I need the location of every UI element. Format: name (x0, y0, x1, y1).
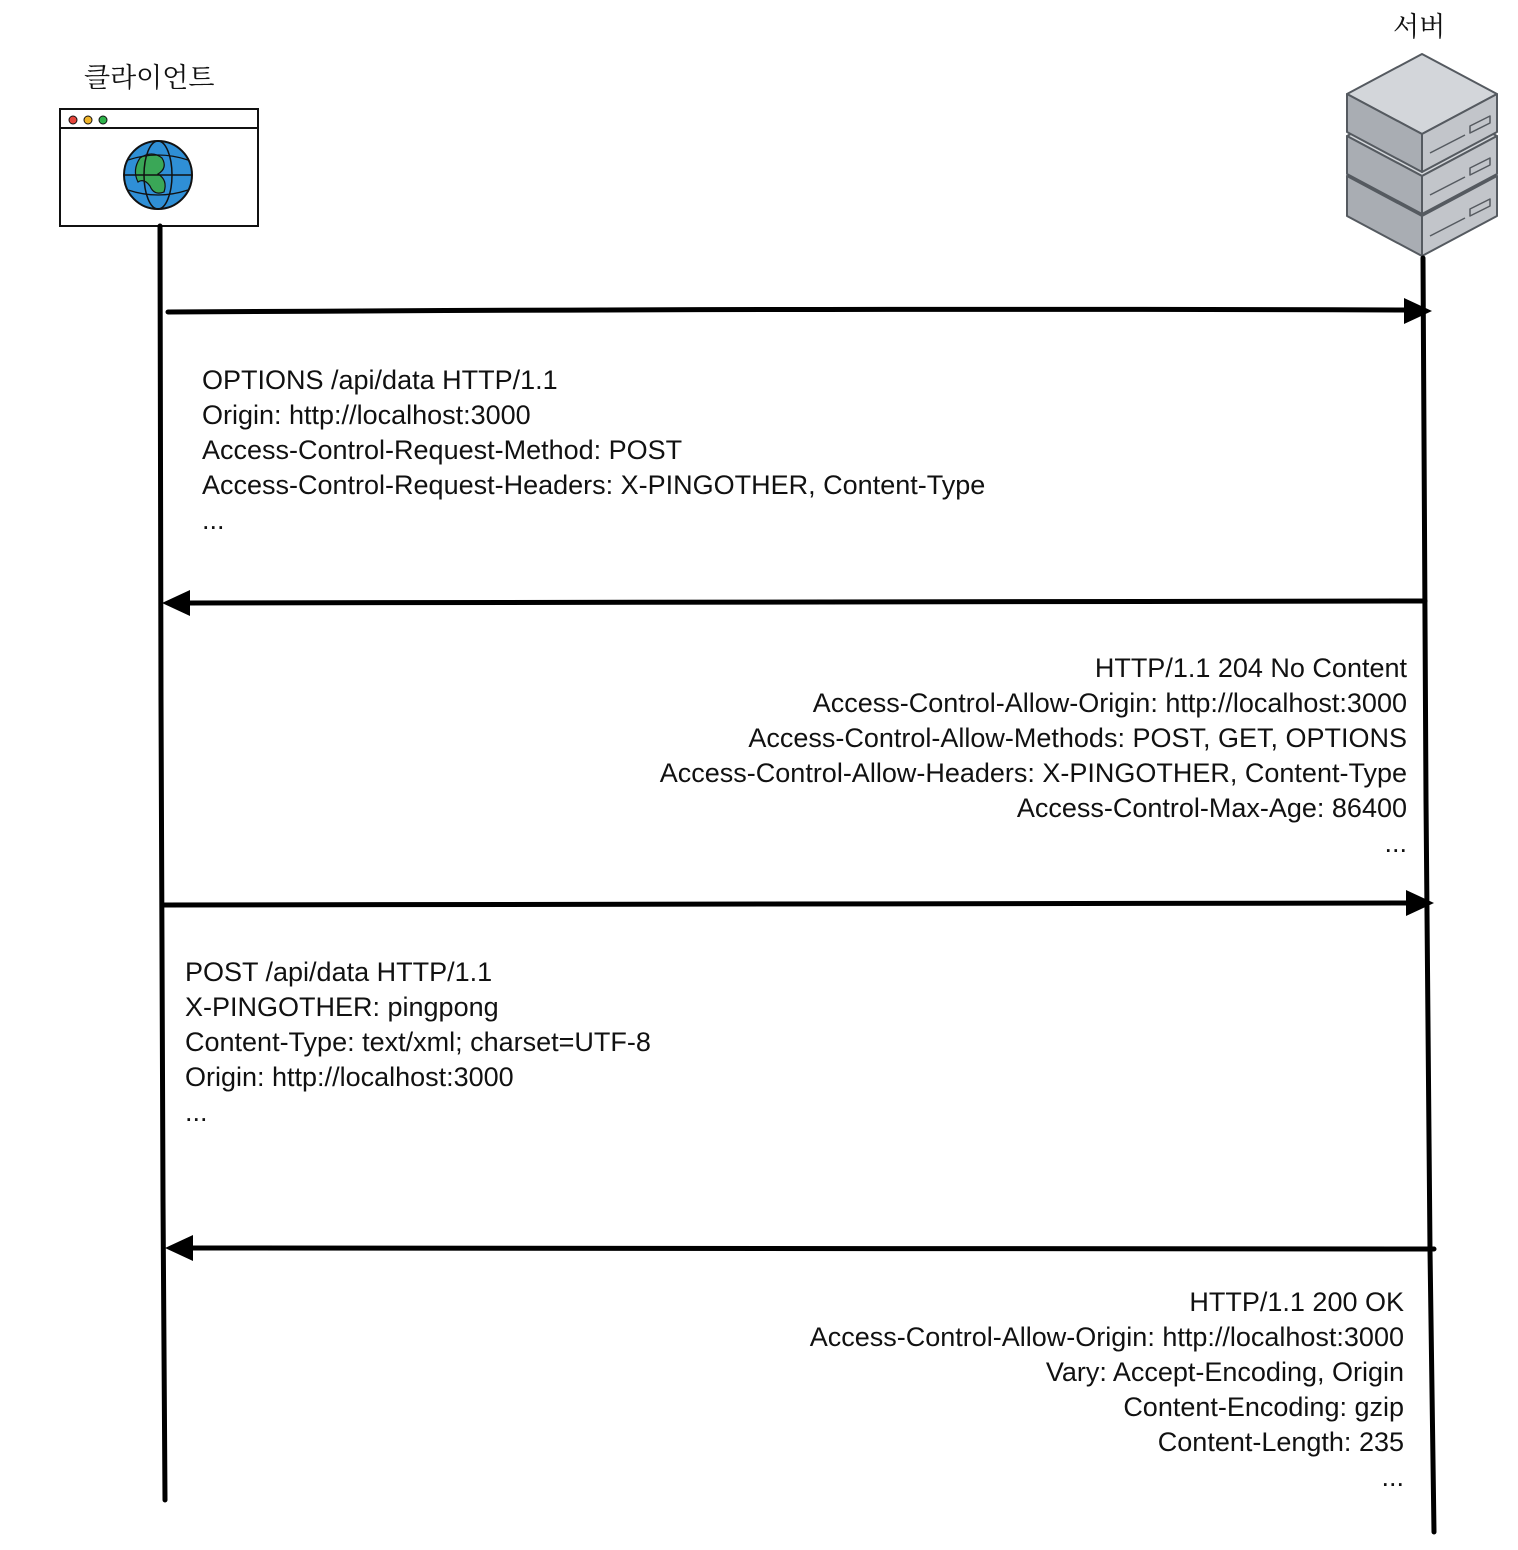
browser-globe-icon (60, 109, 258, 226)
message-line: Access-Control-Request-Headers: X-PINGOTHER, Content-Type (202, 470, 986, 500)
message-line: OPTIONS /api/data HTTP/1.1 (202, 365, 558, 395)
message-line: Content-Length: 235 (1157, 1427, 1404, 1457)
message-line: HTTP/1.1 204 No Content (1094, 653, 1407, 683)
response-arrow-2 (165, 1235, 1434, 1261)
message-line: Access-Control-Request-Method: POST (202, 435, 683, 465)
message-line: ... (202, 505, 225, 535)
message-line: ... (1381, 1462, 1404, 1492)
message-line: Access-Control-Max-Age: 86400 (1016, 793, 1407, 823)
preflight-request-text (202, 363, 985, 538)
message-line: X-PINGOTHER: pingpong (185, 992, 499, 1022)
client-lifeline (160, 226, 165, 1500)
message-line: Content-Type: text/xml; charset=UTF-8 (185, 1027, 651, 1057)
message-line: Access-Control-Allow-Headers: X-PINGOTHER, Content-Type (659, 758, 1407, 788)
preflight-response-text (660, 651, 1407, 861)
request-arrow-1 (168, 298, 1432, 324)
actual-response-text (810, 1285, 1404, 1495)
message-line: Access-Control-Allow-Origin: http://localhost:3000 (809, 1322, 1404, 1352)
message-line: HTTP/1.1 200 OK (1189, 1287, 1404, 1317)
server-label: 서버 (1393, 12, 1446, 43)
response-arrow-1 (162, 590, 1425, 616)
actual-request-text (185, 955, 651, 1130)
message-line: Vary: Accept-Encoding, Origin (1045, 1357, 1404, 1387)
server-lifeline (1423, 258, 1434, 1532)
message-line: Access-Control-Allow-Methods: POST, GET, OPTIONS (748, 723, 1407, 753)
message-line: Origin: http://localhost:3000 (202, 400, 531, 430)
message-line: Origin: http://localhost:3000 (185, 1062, 514, 1092)
message-line: ... (1384, 828, 1407, 858)
client-label: 클라이언트 (84, 63, 215, 94)
message-line: ... (185, 1097, 208, 1127)
message-line: Content-Encoding: gzip (1123, 1392, 1404, 1422)
request-arrow-2 (163, 890, 1434, 916)
server-stack-icon (1347, 54, 1497, 256)
message-line: Access-Control-Allow-Origin: http://localhost:3000 (812, 688, 1407, 718)
message-line: POST /api/data HTTP/1.1 (185, 957, 493, 987)
